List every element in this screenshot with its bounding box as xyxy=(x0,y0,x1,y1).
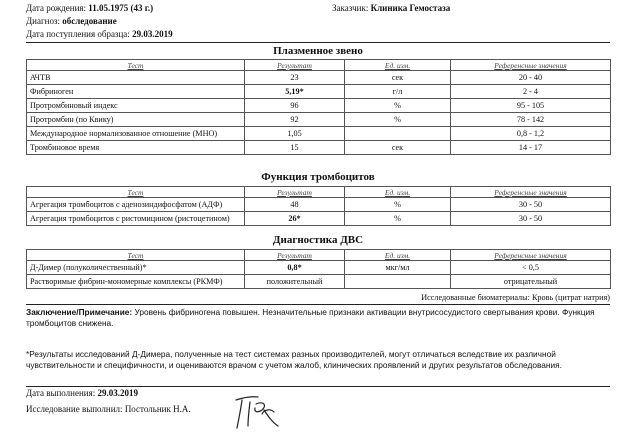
col-test: Тест xyxy=(27,60,245,71)
col-reference: Референсные значения xyxy=(451,60,611,71)
conclusion-text: Уровень фибриногена повышен. Незначительные признаки активации внутрисосудистого свертывания крови. Функция тромбоцитов снижена. xyxy=(26,307,595,328)
table-row: Фибриноген 5,19* г/л 2 - 4 xyxy=(27,85,611,99)
conclusion xyxy=(26,307,610,329)
table-row: Агрегация тромбоцитов с аденозиндифосфатом (АДФ) 48 % 30 - 50 xyxy=(27,198,611,212)
birth-date: Дата рождения: 11.05.1975 (43 г.) xyxy=(26,3,154,13)
table-row: Агрегация тромбоцитов с ристомицином (ристоцетином) 26* % 30 - 50 xyxy=(27,212,611,226)
section-title-dic: Диагностика ДВС xyxy=(272,234,364,246)
table-row: Растворимые фибрин-мономерные комплексы (РКМФ) положительный отрицательный xyxy=(27,275,611,289)
header-divider xyxy=(26,42,610,43)
performer: Исследование выполнил: Постольник Н.А. xyxy=(26,404,191,414)
diagnosis: Диагноз: обследование xyxy=(26,16,117,26)
table-row: Тромбиновое время 15 сек 14 - 17 xyxy=(27,141,611,155)
table-header-row: Тест Результат Ед. изм. Референсные значения xyxy=(27,187,611,198)
footnote-divider xyxy=(26,386,610,387)
table-header-row: Тест Результат Ед. изм. Референсные значения xyxy=(27,250,611,261)
table-row: Международное нормализованное отношение (МНО) 1,05 0,8 - 1,2 xyxy=(27,127,611,141)
table-row: АЧТВ 23 сек 20 - 40 xyxy=(27,71,611,85)
col-unit: Ед. изм. xyxy=(345,60,451,71)
section-title-plasma: Плазменное звено xyxy=(273,45,363,57)
table-row: Протромбиновый индекс 96 % 95 - 105 xyxy=(27,99,611,113)
table-header-row xyxy=(27,60,611,71)
footnote: *Результаты исследований Д-Димера, полученные на тест системах разных производителей, могут отличаться вследствие их различной чувствительности и специфичности, и оцениваются врачом с учетом жалоб, клинических проявлений и других результатов обследования. xyxy=(26,349,562,370)
received-date: Дата поступления образца: 29.03.2019 xyxy=(26,29,173,39)
platelets-table xyxy=(26,186,611,226)
dic-table xyxy=(26,249,611,289)
completion-date: Дата выполнения: 29.03.2019 xyxy=(26,388,139,398)
table-row: Д-Димер (полуколичественный)* 0,8* мкг/мл < 0,5 xyxy=(27,261,611,275)
biomaterial-divider xyxy=(26,304,610,305)
signature-image xyxy=(228,392,284,432)
customer: Заказчик: Клиника Гемостаза xyxy=(332,3,451,13)
table-row: Протромбин (по Квику) 92 % 78 - 142 xyxy=(27,113,611,127)
section-title-platelets: Функция тромбоцитов xyxy=(261,171,375,183)
col-result: Результат xyxy=(245,60,345,71)
biomaterial-note: Исследованные биоматериалы: Кровь (цитрат натрия) xyxy=(421,293,610,302)
conclusion-label: Заключение/Примечание: xyxy=(26,307,133,317)
plasma-table xyxy=(26,59,611,155)
